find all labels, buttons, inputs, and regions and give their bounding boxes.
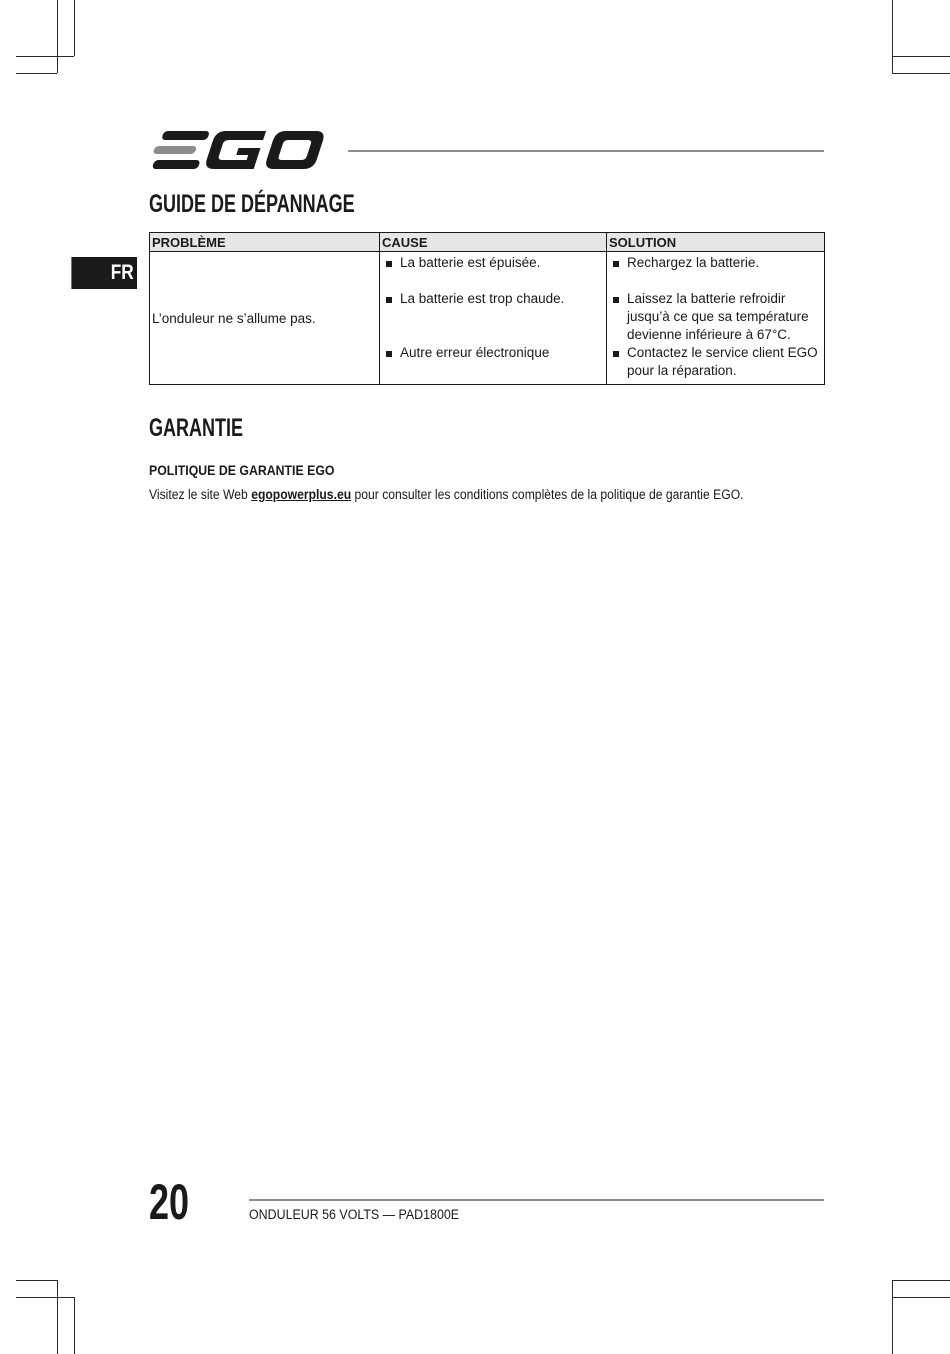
crop-mark (892, 1297, 950, 1298)
page-number: 20 (149, 1174, 190, 1230)
warranty-link[interactable]: egopowerplus.eu (251, 487, 352, 502)
list-item: La batterie est trop chaude. (384, 290, 604, 344)
table-row (150, 252, 825, 385)
list-item: La batterie est épuisée. (384, 254, 604, 290)
crop-mark (892, 0, 893, 73)
warranty-text (149, 487, 744, 502)
language-tab: FR (71, 257, 137, 289)
problem-cell: L’onduleur ne s’allume pas. (150, 252, 380, 385)
table-header-row (150, 233, 825, 252)
crop-mark (57, 0, 58, 73)
crop-mark (16, 1280, 57, 1281)
column-header-cause: CAUSE (380, 233, 607, 252)
crop-mark (892, 1280, 893, 1354)
column-header-problem: PROBLÈME (150, 233, 380, 252)
column-header-solution: SOLUTION (607, 233, 825, 252)
troubleshooting-title: GUIDE DE DÉPANNAGE (149, 190, 355, 218)
crop-mark (16, 1297, 74, 1298)
troubleshooting-table (149, 232, 825, 385)
ego-logo (149, 128, 331, 173)
crop-mark (74, 1297, 75, 1354)
warranty-text-before: Visitez le site Web (149, 487, 252, 502)
list-item: Autre erreur électronique (384, 344, 604, 362)
list-item: Contactez le service client EGO pour la réparation. (611, 344, 822, 380)
crop-mark (16, 56, 74, 57)
warranty-title: GARANTIE (149, 414, 244, 442)
list-item: Laissez la batterie refroidir jusqu’à ce que sa température devienne inférieure à 67°C. (611, 290, 822, 344)
list-item: Rechargez la batterie. (611, 254, 822, 290)
footer-product: ONDULEUR 56 VOLTS — PAD1800E (249, 1207, 460, 1222)
cause-list (380, 252, 606, 366)
warranty-subtitle: POLITIQUE DE GARANTIE EGO (149, 462, 335, 478)
solution-list (607, 252, 824, 384)
crop-mark (16, 73, 57, 74)
cause-cell (380, 252, 607, 385)
warranty-text-after: pour consulter les conditions complètes de la politique de garantie EGO. (351, 487, 744, 502)
crop-mark (892, 1280, 950, 1281)
header-rule (348, 150, 824, 152)
crop-mark (74, 0, 75, 56)
footer-rule (249, 1199, 824, 1201)
crop-mark (892, 73, 950, 74)
crop-mark (57, 1280, 58, 1354)
solution-cell (607, 252, 825, 385)
crop-mark (892, 56, 950, 57)
